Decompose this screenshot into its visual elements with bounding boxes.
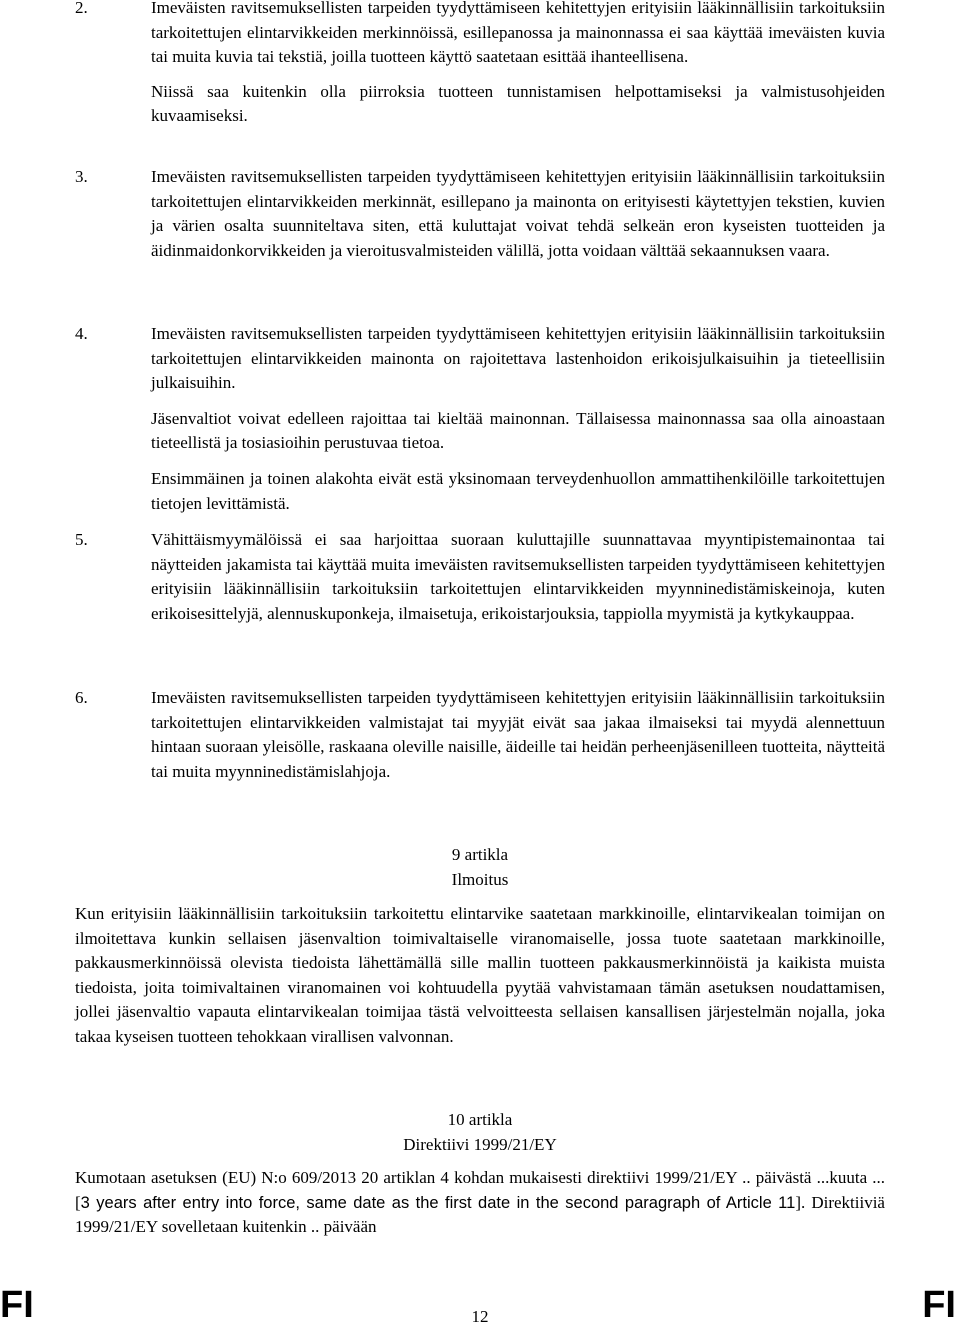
item-number: 3.: [75, 167, 88, 186]
item-paragraph: Jäsenvaltiot voivat edelleen rajoittaa tai kieltää mainonnan. Tällaisessa mainonnassa saa olla ainoastaan tieteellistä ja tosiasioihin perustuvaa tietoa.: [151, 408, 885, 453]
item-number: 2.: [75, 0, 88, 17]
list-item-2: [75, 0, 885, 129]
item-paragraph: Imeväisten ravitsemuksellisten tarpeiden tyydyttämiseen kehitettyjen erityisiin lääkinnällisiin tarkoituksiin tarkoitettujen elintarvikkeiden merkinnöissä, esillepanossa ja mainonnassa ei saa käyttää imeväisten kuvia tai muita kuvia tai tekstiä, joilla tuotteen käyttö saatetaan esittää ihanteellisena.: [151, 0, 885, 67]
article-10-text-before: Kumotaan asetuksen (EU) N:o 609/2013 20 artiklan 4 kohdan mukaisesti direktiivi 1999/21/EY .. päivästä ...kuuta ... [: [75, 1168, 885, 1212]
article-10-text: [75, 1166, 885, 1240]
item-number: 4.: [75, 324, 88, 343]
item-number: 5.: [75, 530, 88, 549]
item-paragraph: Niissä saa kuitenkin olla piirroksia tuotteen tunnistamisen helpottamiseksi ja valmistusohjeiden kuvaamiseksi.: [151, 81, 885, 126]
item-paragraph: Imeväisten ravitsemuksellisten tarpeiden tyydyttämiseen kehitettyjen erityisiin lääkinnällisiin tarkoituksiin tarkoitettujen elintarvikkeiden merkinnät, esillepano ja mainonta on erityisesti käytettyjen tekstien, kuvien ja värien osalta suunniteltava siten, että kuluttajat voivat tehdä selkeän eron kyseisten tuotteiden ja äidinmaidonkorvikkeiden ja vieroitusvalmisteiden välillä, jotta voidaan välttää sekaannuksen vaara.: [151, 167, 885, 260]
article-9-text: Kun erityisiin lääkinnällisiin tarkoituksiin tarkoitettu elintarvike saatetaan markkinoille, elintarvikealan toimijan on ilmoitettava kunkin sellaisen jäsenvaltion toimivaltaiselle viranomaiselle, jossa tuote saatetaan markkinoille, pakkausmerkinnöissä olevista tiedoista lähettämällä sille mallin tuotteen pakkausmerkinnöistä ja kaikista muista tiedoista, joita toimivaltainen viranomainen voi kohtuudella pyytää vahvistamaan tämän asetuksen noudattamisen, jollei jäsenvaltio vapauta elintarvikealan toimijaa tästä velvoitteesta sellaisen kansallisen järjestelmän nojalla, joka takaa kyseisen tuotteen tehokkaan virallisen valvonnan.: [75, 904, 885, 1046]
article-9-number: 9 artikla: [451, 845, 509, 864]
footer-language-left: FI: [0, 1284, 34, 1326]
footer-language-right: FI: [922, 1284, 956, 1326]
list-item-6: [75, 686, 885, 784]
item-number: 6.: [75, 688, 88, 707]
item-paragraph: Vähittäismyymälöissä ei saa harjoittaa suoraan kuluttajille suunnattavaa myyntipistemainontaa tai näytteiden jakamista tai käyttää muita imeväisten ravitsemuksellisten tarpeiden tyydyttämiseen kehitettyjen erityisiin lääkinnällisiin tarkoituksiin tarkoitettujen elintarvikkeiden myynninedistämiskeinoja, kuten erikoisesittelyjä, alennuskuponkeja, ilmaisetuja, erikoistarjouksia, tappiolla myymistä ja kytkykauppaa.: [151, 530, 885, 623]
article-9-title: Ilmoitus: [451, 870, 509, 889]
page-number: 12: [471, 1307, 489, 1326]
article-10-title: Direktiivi 1999/21/EY: [403, 1135, 557, 1154]
article-10-number: 10 artikla: [447, 1110, 513, 1129]
list-item-4: [75, 322, 885, 516]
article-10-text-after: ]. Direktiiviä 1999/21/EY sovelletaan kuitenkin .. päivään: [75, 1192, 885, 1237]
list-item-3: [75, 165, 885, 263]
article-10-placeholder: 3 years after entry into force, same date as the first date in the second paragraph of Article 11: [80, 1193, 796, 1212]
item-paragraph: Imeväisten ravitsemuksellisten tarpeiden tyydyttämiseen kehitettyjen erityisiin lääkinnällisiin tarkoituksiin tarkoitettujen elintarvikkeiden mainonta on rajoitettava lastenhoidon erikoisjulkaisuihin ja tieteellisiin julkaisuihin.: [151, 324, 885, 393]
item-paragraph: Ensimmäinen ja toinen alakohta eivät estä yksinomaan terveydenhuollon ammattihenkilöille tarkoitettujen tietojen levittämistä.: [151, 468, 885, 513]
item-paragraph: Imeväisten ravitsemuksellisten tarpeiden tyydyttämiseen kehitettyjen erityisiin lääkinnällisiin tarkoituksiin tarkoitettujen elintarvikkeiden valmistajat tai myyjät eivät saa jakaa ilmaiseksi tai myydä alennettuun hintaan suoraan yleisölle, raskaana oleville naisille, äideille tai heidän perheenjäsenilleen tuotteita, näytteitä tai muita myynninedistämislahjoja.: [151, 688, 885, 781]
list-item-5: [75, 528, 885, 626]
